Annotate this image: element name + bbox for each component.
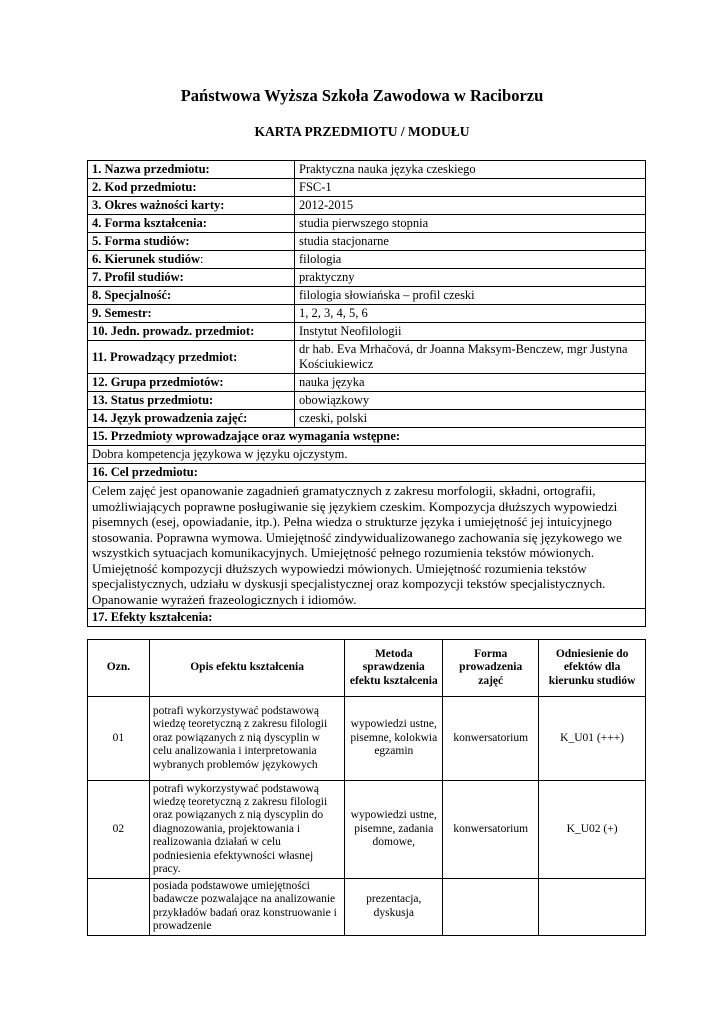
info-label: 4. Forma kształcenia: [88,215,295,233]
info-label [88,251,295,269]
outcome-row [88,697,646,781]
column-header-odniesienie: Odniesienie do efektów dla kierunku studiów [539,640,646,697]
info-row [88,197,646,215]
outcome-ozn: 02 [88,781,150,879]
info-value: 1, 2, 3, 4, 5, 6 [295,305,646,323]
outcome-forma: konwersatorium [443,781,539,879]
section15-heading: 15. Przedmioty wprowadzające oraz wymagania wstępne: [88,428,646,446]
info-row [88,374,646,392]
column-header-metoda: Metoda sprawdzenia efektu kształcenia [345,640,443,697]
section16-text-row [88,482,646,609]
outcome-odniesienie [539,879,646,936]
info-label-suffix: : [200,252,204,266]
outcome-row [88,781,646,879]
info-row [88,269,646,287]
info-value: studia pierwszego stopnia [295,215,646,233]
section15-text: Dobra kompetencja językowa w języku ojczystym. [88,446,646,464]
outcome-forma: konwersatorium [443,697,539,781]
section17-heading: 17. Efekty kształcenia: [88,609,646,627]
column-header-ozn: Ozn. [88,640,150,697]
info-label: 8. Specjalność: [88,287,295,305]
info-label: 9. Semestr: [88,305,295,323]
info-label: 13. Status przedmiotu: [88,392,295,410]
info-label: 7. Profil studiów: [88,269,295,287]
info-row [88,410,646,428]
info-value: nauka języka [295,374,646,392]
course-info-table [87,160,646,627]
info-value: czeski, polski [295,410,646,428]
outcome-row [88,879,646,936]
outcome-ozn [88,879,150,936]
info-row [88,251,646,269]
section17-heading-row [88,609,646,627]
info-value: Instytut Neofilologii [295,323,646,341]
outcome-metoda: wypowiedzi ustne, pisemne, kolokwia egzamin [345,697,443,781]
info-row [88,287,646,305]
section16-text: Celem zajęć jest opanowanie zagadnień gramatycznych z zakresu morfologii, składni, ortografii, umożliwiających poprawne posługiwanie się językiem czeskim. Kompozycja dłuższych wypowiedzi pisemnych (esej, opowiadanie, itp.). Pełna wiedza o strukturze języka i umiejętność jej intuicyjnego stosowania. Poprawna wymowa. Umiejętność zindywidualizowanego zachowania się językowego we wszystkich sytuacjach komunikacyjnych. Umiejętność pełnego rozumienia tekstów mówionych. Umiejętność kompozycji dłuższych wypowiedzi mówionych. Umiejętność rozumienia tekstów specjalistycznych, udziału w dyskusji specjalistycznej oraz kompozycji tekstów specjalistycznych. Opanowanie wyrażeń frazeologicznych i idiomów. [88,482,646,609]
info-row [88,392,646,410]
info-label: 14. Język prowadzenia zajęć: [88,410,295,428]
info-row [88,233,646,251]
outcome-odniesienie: K_U01 (+++) [539,697,646,781]
outcome-metoda: prezentacja, dyskusja [345,879,443,936]
info-label: 11. Prowadzący przedmiot: [88,341,295,374]
info-label: 3. Okres ważności karty: [88,197,295,215]
outcome-ozn: 01 [88,697,150,781]
info-label: 1. Nazwa przedmiotu: [88,161,295,179]
section15-text-row [88,446,646,464]
info-row [88,161,646,179]
info-value: 2012-2015 [295,197,646,215]
card-title: KARTA PRZEDMIOTU / MODUŁU [254,124,470,139]
info-label: 2. Kod przedmiotu: [88,179,295,197]
info-label-text: 6. Kierunek studiów [92,252,201,266]
outcome-metoda: wypowiedzi ustne, pisemne, zadania domowe, [345,781,443,879]
column-header-forma: Forma prowadzenia zajęć [443,640,539,697]
info-value: praktyczny [295,269,646,287]
outcome-odniesienie: K_U02 (+) [539,781,646,879]
info-value: studia stacjonarne [295,233,646,251]
section16-heading: 16. Cel przedmiotu: [88,464,646,482]
institution-title: Państwowa Wyższa Szkoła Zawodowa w Raciborzu [180,86,544,105]
outcomes-header-row [88,640,646,697]
info-value: FSC-1 [295,179,646,197]
outcome-opis: potrafi wykorzystywać podstawową wiedzę teoretyczną z zakresu filologii oraz powiązanych z nią dyscyplin do diagnozowania, projektowania i realizowania działań w celu podniesienia efektywności własnej pracy. [149,781,345,879]
info-row [88,341,646,374]
info-value: filologia [295,251,646,269]
info-label: 10. Jedn. prowadz. przedmiot: [88,323,295,341]
learning-outcomes-table [87,639,646,936]
outcome-opis: potrafi wykorzystywać podstawową wiedzę teoretyczną z zakresu filologii oraz powiązanych z nią dyscyplin w celu analizowania i interpretowania wybranych problemów językowych [149,697,345,781]
info-value: obowiązkowy [295,392,646,410]
section15-heading-row [88,428,646,446]
info-row [88,305,646,323]
info-row [88,179,646,197]
outcome-forma [443,879,539,936]
info-row [88,215,646,233]
info-row [88,323,646,341]
section16-heading-row [88,464,646,482]
info-value: filologia słowiańska – profil czeski [295,287,646,305]
info-label: 5. Forma studiów: [88,233,295,251]
info-value: Praktyczna nauka języka czeskiego [295,161,646,179]
outcome-opis: posiada podstawowe umiejętności badawcze pozwalające na analizowanie przykładów badań oraz konstruowanie i prowadzenie [149,879,345,936]
column-header-opis: Opis efektu kształcenia [149,640,345,697]
info-value: dr hab. Eva Mrhačová, dr Joanna Maksym-Benczew, mgr Justyna Kościukiewicz [295,341,646,374]
info-label: 12. Grupa przedmiotów: [88,374,295,392]
